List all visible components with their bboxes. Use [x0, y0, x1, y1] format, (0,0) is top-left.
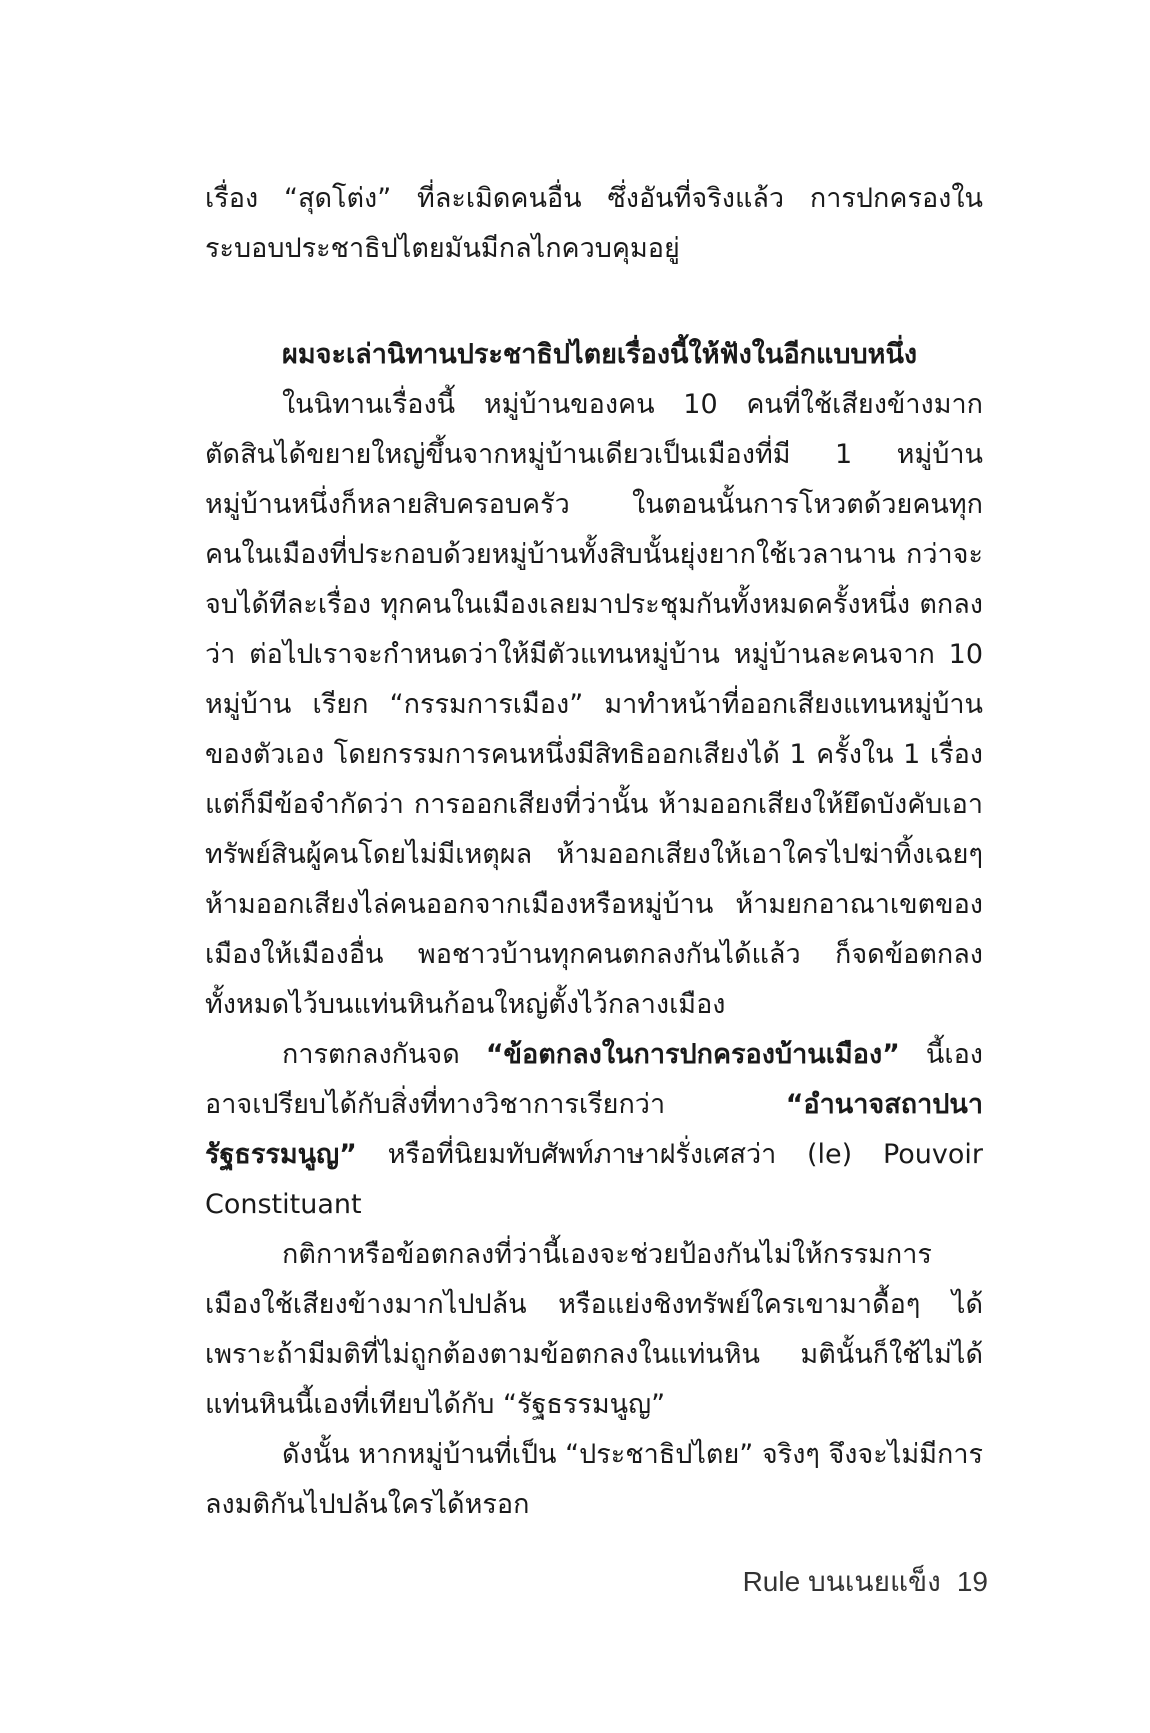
paragraph-1: ในนิทานเรื่องนี้ หมู่บ้านของคน 10 คนที่ใช้เสียงข้างมากตัดสินได้ขยายใหญ่ขึ้นจากหมู่บ้านเดียวเป็นเมืองที่มี 1 หมู่บ้าน หมู่บ้านหนึ่งก็หลายสิบครอบครัว ในตอนนั้นการโหวตด้วยคนทุกคนในเมืองที่ประกอบด้วยหมู่บ้านทั้งสิบนั้นยุ่งยากใช้เวลานาน กว่าจะจบได้ทีละเรื่อง ทุกคนในเมืองเลยมาประชุมกันทั้งหมดครั้งหนึ่ง ตกลงว่า ต่อไปเราจะกำหนดว่าให้มีตัวแทนหมู่บ้าน หมู่บ้านละคนจาก 10 หมู่บ้าน เรียก “กรรมการเมือง” มาทำหน้าที่ออกเสียงแทนหมู่บ้านของตัวเอง โดยกรรมการคนหนึ่งมีสิทธิออกเสียงได้ 1 ครั้งใน 1 เรื่อง แต่ก็มีข้อจำกัดว่า การออกเสียงที่ว่านั้น ห้ามออกเสียงให้ยึดบังคับเอาทรัพย์สินผู้คนโดยไม่มีเหตุผล ห้ามออกเสียงให้เอาใครไปฆ่าทิ้งเฉยๆ ห้ามออกเสียงไล่คนออกจากเมืองหรือหมู่บ้าน ห้ามยกอาณาเขตของเมืองให้เมืองอื่น พอชาวบ้านทุกคนตกลงกันได้แล้ว ก็จดข้อตกลงทั้งหมดไว้บนแท่นหินก้อนใหญ่ตั้งไว้กลางเมือง — [205, 389, 983, 1020]
section-heading: ผมจะเล่านิทานประชาธิปไตยเรื่องนี้ให้ฟังในอีกแบบหนึ่ง — [282, 339, 918, 370]
paragraph-2-bold-term-1: “ข้อตกลงในการปกครองบ้านเมือง” — [485, 1039, 900, 1070]
main-body — [205, 330, 983, 1530]
paragraph-3: กติกาหรือข้อตกลงที่ว่านี้เองจะช่วยป้องกันไม่ให้กรรมการเมืองใช้เสียงข้างมากไปปล้น หรือแย่งชิงทรัพย์ใครเขามาดื้อๆ ได้ เพราะถ้ามีมติที่ไม่ถูกต้องตามข้อตกลงในแท่นหิน มตินั้นก็ใช้ไม่ได้ แท่นหินนี้เองที่เทียบได้กับ “รัฐธรรมนูญ” — [205, 1239, 983, 1420]
intro-paragraph — [205, 174, 983, 274]
page-footer — [743, 1562, 988, 1602]
paragraph-2 — [205, 1030, 983, 1230]
page-number: 19 — [956, 1566, 988, 1597]
paragraph-2-post: หรือที่นิยมทับศัพท์ภาษาฝรั่งเศสว่า (le) Pouvoir Constituant — [205, 1139, 983, 1220]
paragraph-4: ดังนั้น หากหมู่บ้านที่เป็น “ประชาธิปไตย” จริงๆ จึงจะไม่มีการลงมติกันไปปล้นใครได้หรอก — [205, 1439, 983, 1520]
paragraph-2-pre: การตกลงกันจด — [282, 1039, 486, 1070]
running-title: Rule บนเนยแข็ง — [742, 1566, 941, 1597]
paragraph-2-bold-term-2: “อำนาจสถาปนารัฐธรรมนูญ” — [205, 1089, 983, 1170]
paragraph-2-mid: นี้เองอาจเปรียบได้กับสิ่งที่ทางวิชาการเรียกว่า — [205, 1039, 983, 1120]
intro-text: เรื่อง “สุดโต่ง” ที่ละเมิดคนอื่น ซึ่งอันที่จริงแล้ว การปกครองในระบอบประชาธิปไตยมันมีกลไกควบคุมอยู่ — [205, 183, 983, 264]
